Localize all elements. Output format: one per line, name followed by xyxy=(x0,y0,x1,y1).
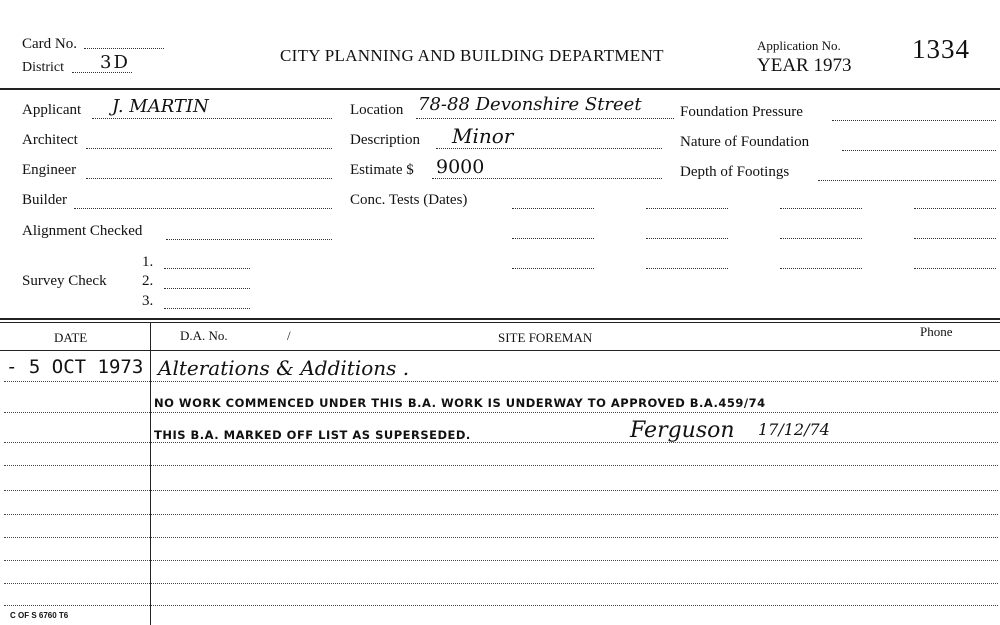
conc-test-line xyxy=(646,208,728,209)
phone-header: Phone xyxy=(920,324,953,339)
survey-1-line xyxy=(164,268,250,269)
conc-test-line xyxy=(780,268,862,269)
signature: Ferguson xyxy=(630,418,735,443)
conc-test-line xyxy=(780,238,862,239)
entry-2-text: NO WORK COMMENCED UNDER THIS B.A. WORK IS UNDERWAY TO APPROVED B.A.459/74 xyxy=(154,396,766,410)
foreman-header: SITE FOREMAN xyxy=(498,330,593,345)
card-no-line xyxy=(84,48,164,49)
log-row-line xyxy=(4,583,998,584)
applicant-label: Applicant xyxy=(22,102,82,118)
nature-foundation-label: Nature of Foundation xyxy=(680,134,810,150)
district-label: District xyxy=(22,60,64,75)
architect-label: Architect xyxy=(22,132,78,148)
builder-label: Builder xyxy=(22,192,67,208)
architect-line xyxy=(86,148,332,149)
date-column-divider xyxy=(150,322,151,625)
log-header-rule xyxy=(0,350,1000,351)
location-line xyxy=(416,118,674,119)
applicant-line xyxy=(92,118,332,119)
location-label: Location xyxy=(350,102,404,118)
foundation-pressure-label: Foundation Pressure xyxy=(680,104,803,120)
nature-foundation-line xyxy=(842,150,996,151)
entry-3-text: THIS B.A. MARKED OFF LIST AS SUPERSEDED. xyxy=(154,428,471,442)
engineer-label: Engineer xyxy=(22,162,77,178)
form-code: C OF S 6760 T6 xyxy=(10,611,69,620)
description-label: Description xyxy=(350,132,420,148)
log-row-line xyxy=(4,381,998,382)
log-row-line xyxy=(4,514,998,515)
applicant-value: J. MARTIN xyxy=(112,96,209,117)
conc-test-line xyxy=(512,238,594,239)
survey-label: Survey Check xyxy=(22,273,107,289)
alignment-line xyxy=(166,239,332,240)
conc-test-line xyxy=(646,268,728,269)
entry-date-stamp: - 5 OCT 1973 xyxy=(6,356,144,378)
description-line xyxy=(436,148,662,149)
date-header: DATE xyxy=(54,330,88,345)
log-row-line xyxy=(4,490,998,491)
conc-test-line xyxy=(646,238,728,239)
survey-2-line xyxy=(164,288,250,289)
conc-test-line xyxy=(512,268,594,269)
log-row-line xyxy=(4,605,998,606)
year-label: YEAR 1973 xyxy=(757,55,852,76)
alignment-label: Alignment Checked xyxy=(22,223,143,239)
card-no-label: Card No. xyxy=(22,36,77,52)
da-header: D.A. No. xyxy=(180,328,228,343)
foundation-pressure-line xyxy=(832,120,996,121)
signature-date: 17/12/74 xyxy=(758,420,830,439)
entry-1-text: Alterations & Additions . xyxy=(158,356,410,380)
depth-footings-label: Depth of Footings xyxy=(680,164,790,180)
conc-test-line xyxy=(780,208,862,209)
survey-1-label: 1. xyxy=(142,254,154,270)
log-row-line xyxy=(4,537,998,538)
survey-2-label: 2. xyxy=(142,273,154,289)
header-divider xyxy=(0,88,1000,90)
survey-3-line xyxy=(164,308,250,309)
application-no-label: Application No. xyxy=(757,38,841,53)
log-row-line xyxy=(4,560,998,561)
district-value: 3D xyxy=(100,52,130,73)
application-number: 1334 xyxy=(912,34,970,64)
description-value: Minor xyxy=(452,124,514,148)
log-top-rule xyxy=(0,318,1000,320)
estimate-label: Estimate $ xyxy=(350,162,414,178)
engineer-line xyxy=(86,178,332,179)
conc-tests-label: Conc. Tests (Dates) xyxy=(350,192,468,208)
conc-test-line xyxy=(914,238,996,239)
conc-test-line xyxy=(914,208,996,209)
log-row-line xyxy=(4,442,998,443)
department-title: CITY PLANNING AND BUILDING DEPARTMENT xyxy=(280,46,664,65)
estimate-value: 9000 xyxy=(436,156,485,178)
estimate-line xyxy=(432,178,662,179)
survey-3-label: 3. xyxy=(142,293,154,309)
conc-test-line xyxy=(914,268,996,269)
depth-footings-line xyxy=(818,180,996,181)
location-value: 78-88 Devonshire Street xyxy=(418,94,642,115)
conc-test-line xyxy=(512,208,594,209)
da-slash: / xyxy=(287,328,291,343)
log-row-line xyxy=(4,412,998,413)
builder-line xyxy=(74,208,332,209)
log-row-line xyxy=(4,465,998,466)
